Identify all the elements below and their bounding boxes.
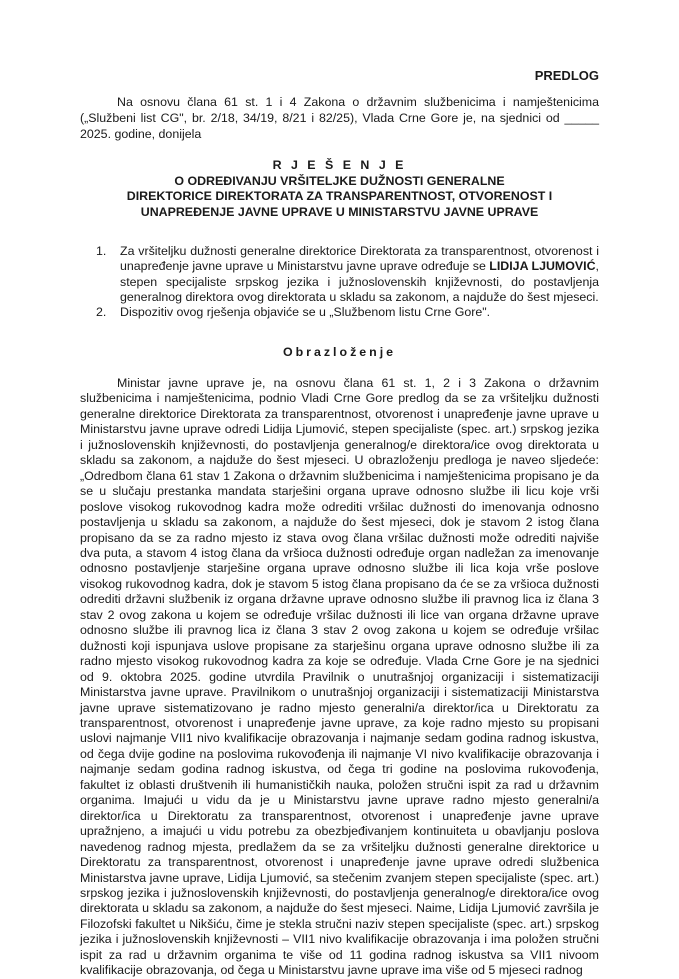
decision-item: [96, 305, 599, 320]
decision-list: [96, 244, 599, 320]
item-text: Dispozitiv ovog rješenja objaviće se u „Službenom listu Crne Gore".: [120, 305, 491, 320]
preamble: [80, 94, 599, 142]
preamble-text: Na osnovu člana 61 st. 1 i 4 Zakona o državnim službenicima i namještenicima („Službeni list CG", br. 2/18, 34/19, 8/21 i 82/25), Vlada Crne Gore je, na sjednici od _____ 2025. godine, donijela: [80, 95, 599, 141]
item-number: 2.: [96, 305, 107, 320]
appointee-name: LIDIJA LJUMOVIĆ: [489, 259, 596, 274]
title-heading: R J E Š E N J E: [272, 158, 407, 172]
document-title: [80, 158, 599, 220]
title-line-1: O ODREĐIVANJU VRŠITELJKE DUŽNOSTI GENERALNE: [174, 173, 505, 188]
decision-item: [96, 244, 599, 305]
explanation-heading: Obrazloženje: [282, 345, 397, 359]
item-text: Za vršiteljku dužnosti generalne direktorice Direktorata za transparentnost, otvorenost i unapređenje javne uprave u Ministarstvu javne uprave određuje se: [120, 244, 599, 274]
explanation-text: Ministar javne uprave je, na osnovu člana 61 st. 1, 2 i 3 Zakona o državnim službenicima i namještenicima, podnio Vladi Crne Gore predlog da se za vršiteljku dužnosti generalne direktorice Direktorata za transparentnost, otvorenost i unapređenje javne uprave u Ministarstvu javne uprave odredi Lidija Ljumović, stepen specijaliste (spec. art.) srpskog jezika i južnoslovenskih književnosti, do postavljenja generalnog/e direktora/ice ovog direktorata u skladu sa zakonom, a najduže do šest mjeseci. U obrazloženju predloga je naveo sljedeće: „Odredbom člana 61 stav 1 Zakona o državnim službenicima i namještenicima propisano je da se u slučaju prestanka mandata starješini organa uprave odnosno službe ili licu koje vrši poslove visokog rukovodnog kadra može odrediti vršilac dužnosti do imenovanja odnosno postavljenja u skladu sa zakonom, a najduže do šest mjeseci, dok je stavom 2 istog člana propisano da se za radno mjesto iz stava ovog člana vršilac dužnosti može odrediti najviše dva puta, a stavom 4 istog člana da vršioca dužnosti određuje organ nadležan za imenovanje odnosno postavljenje starješine organa uprave odnosno službe ili lica koja vrše poslove visokog rukovodnog kadra, dok je stavom 5 istog člana propisano da će se za vršioca dužnosti odrediti državni službenik iz organa državne uprave odnosno službe ili pravnog lica iz člana 3 stav 2 ovog zakona u kojem se određuje vršilac dužnosti ili lice van organa državne uprave odnosno službe ili pravnog lica iz člana 3 stav 2 ovog zakona u kojem se određuje vršilac dužnosti koji ispunjava uslove propisane za starješinu organa uprave odnosno službe ili za radno mjesto visokog rukovodnog kadra za koje se određuje. Vlada Crne Gore je na sjednici od 9. oktobra 2025. godine utvrdila Pravilnik o unutrašnjoj organizaciji i sistematizaciji Ministarstva javne uprave. Pravilnikom o unutrašnjoj organizaciji i sistematizaciji Ministarstva javne uprave sistematizovano je radno mjesto generalni/a direktor/ica u Direktoratu za transparentnost, otvorenost i unapređenje javne uprave, za koje radno mjesto su propisani uslovi najmanje VII1 nivo kvalifikacije obrazovanja i najmanje sedam godina radnog iskustva, od čega dvije godine na poslovima rukovođenja ili najmanje VI nivo kvalifikacije obrazovanja i najmanje sedam godina radnog iskustva, od čega tri godine na poslovima rukovođenja, fakultet iz oblasti društvenih ili humanističkih nauka, položen stručni ispit za rad u državnim organima. Imajući u vidu da je u Ministarstvu javne uprave radno mjesto generalni/a direktor/ica u Direktoratu za transparentnost, otvorenost i unapređenje javne uprave upražnjeno, a imajući u vidu potrebu za obezbjeđivanjem kontinuiteta u obavljanju poslova navedenog radnog mjesta, predlažem da se za vršiteljku dužnosti generalne direktorice u Direktoratu za transparentnost, otvorenost i unapređenje javne uprave odredi službenica Ministarstva javne uprave, Lidija Ljumović, sa stečenim zvanjem stepen specijaliste (spec. art.) srpskog jezika i južnoslovenskih književnosti, do postavljenja generalnog/e direktora/ice ovog direktorata u skladu sa zakonom, a najduže do šest mjeseci. Naime, Lidija Ljumović završila je Filozofski fakultet u Nikšiću, čime je stekla stručni naziv stepen specijaliste (spec. art.) srpskog jezika i južnoslovenskih književnosti – VII1 nivo kvalifikacije obrazovanja i ima položen stručni ispit za rad u državnim organima te više od 11 godina radnog iskustva sa VII1 nivoom kvalifikacije obrazovanja, od čega u Ministarstvu javne uprave ima više od 5 mjeseci radnog: [80, 376, 599, 978]
title-line-3: UNAPREĐENJE JAVNE UPRAVE U MINISTARSTVU JAVNE UPRAVE: [140, 204, 539, 219]
item-text-cont: , stepen specijaliste srpskog jezika i južnoslovenskih književnosti, do postavljenja generalnog direktora ovog direktorata u skladu sa zakonom, a najduže do šest mjeseci.: [120, 259, 599, 304]
item-number: 1.: [96, 244, 107, 258]
explanation-body: [80, 376, 599, 979]
title-line-2: DIREKTORICE DIREKTORATA ZA TRANSPARENTNOST, OTVORENOST I: [126, 189, 553, 203]
document-status-label: PREDLOG: [534, 68, 599, 83]
